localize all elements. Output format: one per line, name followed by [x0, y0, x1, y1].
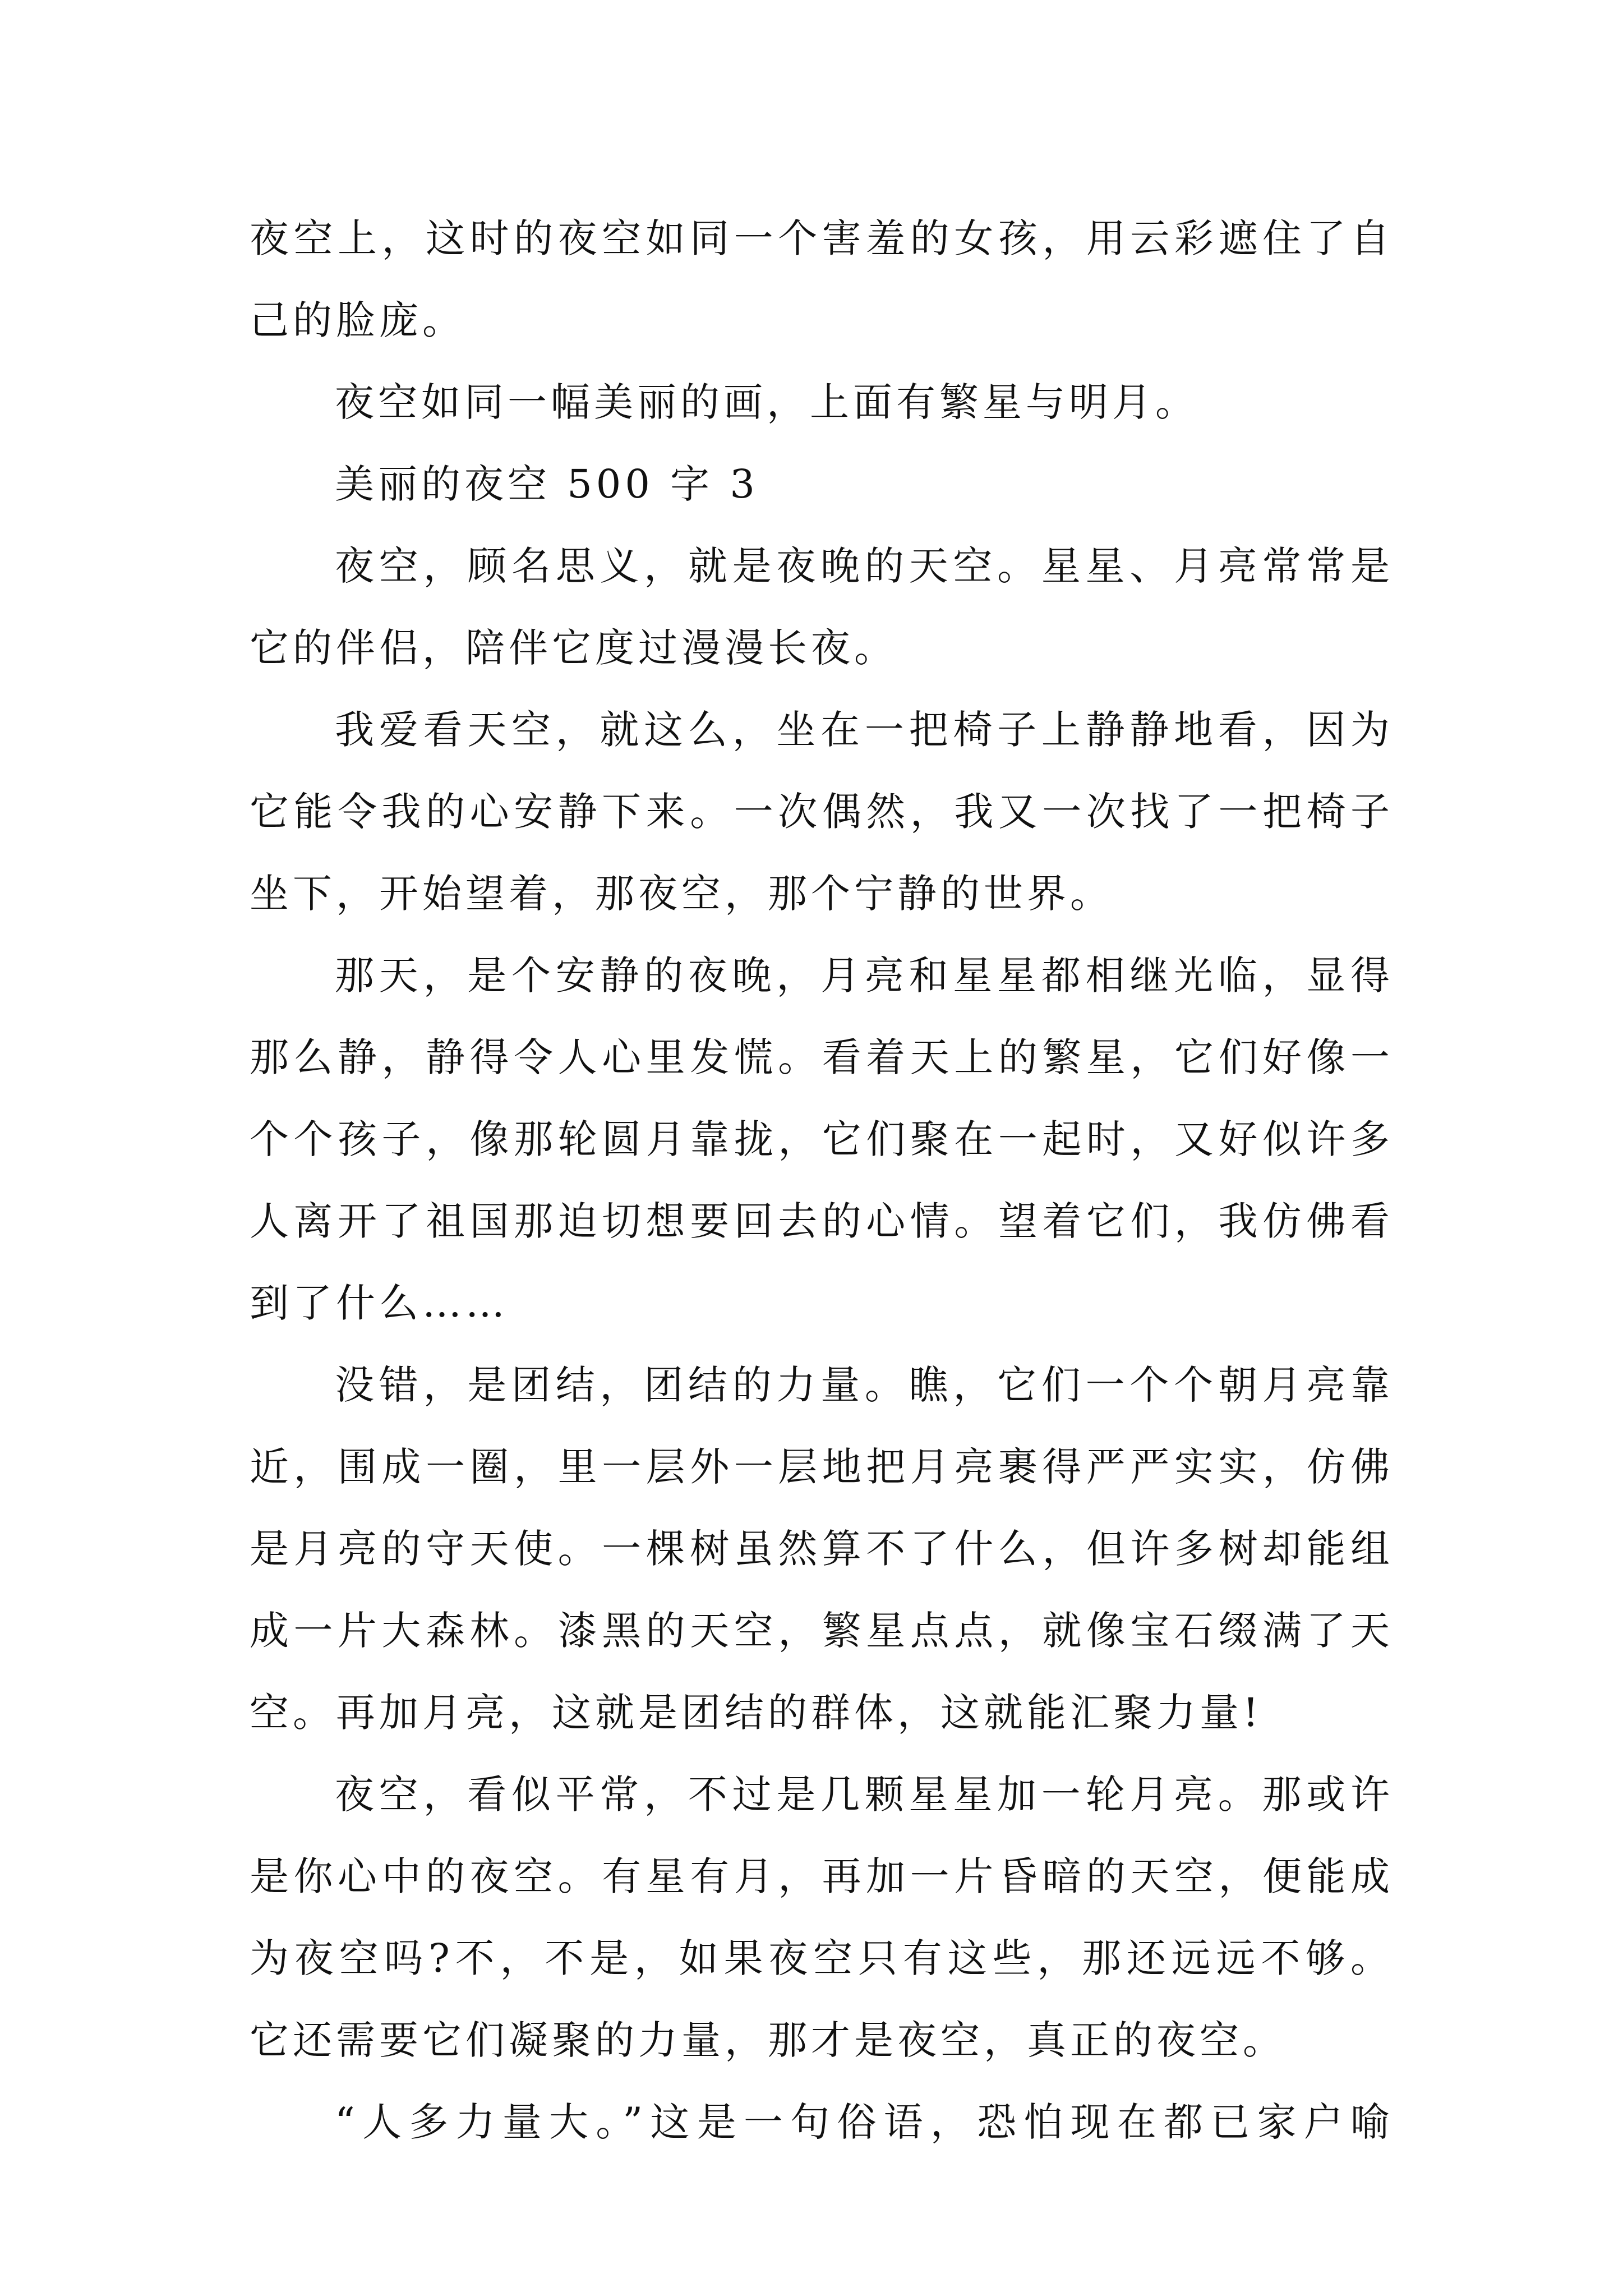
text-line: 人离开了祖国那迫切想要回去的心情。望着它们，我仿佛看 — [250, 1198, 1394, 1244]
text-line: 己的脸庞。 — [250, 297, 465, 343]
text-line: 个个孩子，像那轮圆月靠拢，它们聚在一起时，又好似许多 — [250, 1116, 1394, 1162]
text-line: 没错，是团结，团结的力量。瞧，它们一个个朝月亮靠 — [335, 1362, 1394, 1408]
document-body — [250, 197, 1394, 2163]
text-line: 夜空，顾名思义，就是夜晚的天空。星星、月亮常常是 — [335, 543, 1394, 589]
text-line: 我爱看天空，就这么，坐在一把椅子上静静地看，因为 — [335, 707, 1394, 753]
text-line: 美丽的夜空 500 字 3 — [335, 461, 759, 507]
text-line: 为夜空吗?不，不是，如果夜空只有这些，那还远远不够。 — [250, 1935, 1394, 1981]
text-line: 它能令我的心安静下来。一次偶然，我又一次找了一把椅子 — [250, 789, 1394, 835]
text-line: 那么静，静得令人心里发慌。看着天上的繁星，它们好像一 — [250, 1034, 1394, 1080]
text-line: 那天，是个安静的夜晚，月亮和星星都相继光临，显得 — [335, 953, 1394, 999]
text-line: 它还需要它们凝聚的力量，那才是夜空，真正的夜空。 — [250, 2017, 1286, 2063]
text-line: 夜空如同一幅美丽的画，上面有繁星与明月。 — [335, 379, 1198, 425]
text-line: 到了什么…… — [250, 1280, 509, 1326]
text-line: 坐下，开始望着，那夜空，那个宁静的世界。 — [250, 871, 1113, 917]
text-line: 它的伴侣，陪伴它度过漫漫长夜。 — [250, 625, 897, 671]
text-line: 夜空上，这时的夜空如同一个害羞的女孩，用云彩遮住了自 — [250, 215, 1394, 261]
text-line: 近，围成一圈，里一层外一层地把月亮裹得严严实实，仿佛 — [250, 1444, 1394, 1490]
text-line: 是月亮的守天使。一棵树虽然算不了什么，但许多树却能组 — [250, 1526, 1394, 1572]
text-line: 是你心中的夜空。有星有月，再加一片昏暗的天空，便能成 — [250, 1853, 1394, 1899]
text-line: 空。再加月亮，这就是团结的群体，这就能汇聚力量! — [250, 1690, 1263, 1736]
text-line: 夜空，看似平常，不过是几颗星星加一轮月亮。那或许 — [335, 1772, 1394, 1818]
text-line: “人多力量大。”这是一句俗语，恐怕现在都已家户喻 — [335, 2099, 1394, 2145]
text-line: 成一片大森林。漆黑的天空，繁星点点，就像宝石缀满了天 — [250, 1608, 1394, 1654]
